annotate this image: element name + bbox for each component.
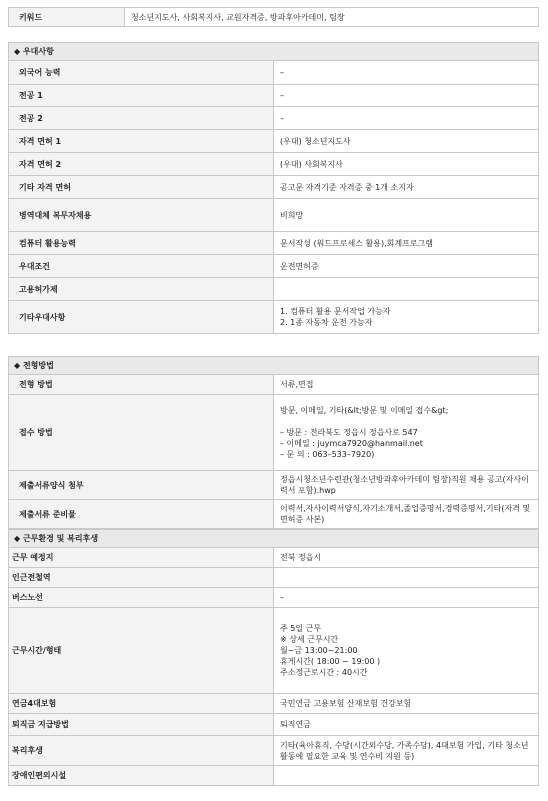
row-value bbox=[274, 766, 539, 786]
table-row bbox=[9, 8, 539, 27]
table-row bbox=[9, 107, 539, 130]
row-label: 전형 방법 bbox=[9, 375, 274, 395]
row-label: 고용허가제 bbox=[9, 278, 274, 301]
row-label: 제출서류 준비물 bbox=[9, 500, 274, 529]
row-value: 비희망 bbox=[274, 199, 539, 232]
row-label: 우대조건 bbox=[9, 255, 274, 278]
row-value: 방문, 이메일, 기타(&lt;방문 및 이메일 접수&gt; – 방문 : 전라북도 정읍시 정읍사로 547 – 이메일 : juymca7920@hanmail.net – 문 의 : 063–533–7920) bbox=[274, 395, 539, 471]
selection-table bbox=[8, 356, 539, 529]
preferences-table bbox=[8, 42, 539, 334]
row-value: 주 5일 근무 ※ 상세 근무시간 월~금 13:00~21:00 휴게시간( 18:00 ~ 19:00 ) 주소정근로시간 : 40시간 bbox=[274, 608, 539, 694]
row-label: 전공 2 bbox=[9, 107, 274, 130]
row-label: 복리후생 bbox=[9, 736, 274, 766]
row-value: 이력서,자사이력서양식,자기소개서,졸업증명서,경력증명서,기타(자격 및 면허증 사본) bbox=[274, 500, 539, 529]
row-value: 공고문 자격기준 자격증 중 1개 소지자 bbox=[274, 176, 539, 199]
row-value: (우대) 청소년지도사 bbox=[274, 130, 539, 153]
table-row bbox=[9, 694, 539, 714]
row-label: 근무시간/형태 bbox=[9, 608, 274, 694]
row-label: 장애인편의시설 bbox=[9, 766, 274, 786]
row-label: 연금4대보험 bbox=[9, 694, 274, 714]
keyword-value: 청소년지도사, 사회복지사, 교원자격증, 방과후아카데미, 팀장 bbox=[125, 8, 539, 27]
table-row bbox=[9, 736, 539, 766]
table-row bbox=[9, 153, 539, 176]
work-environment-table bbox=[8, 529, 539, 786]
table-row bbox=[9, 199, 539, 232]
row-value: (우대) 사회복지사 bbox=[274, 153, 539, 176]
table-row bbox=[9, 130, 539, 153]
table-row bbox=[9, 375, 539, 395]
table-row bbox=[9, 588, 539, 608]
row-value: – bbox=[274, 85, 539, 107]
row-label: 자격 면허 1 bbox=[9, 130, 274, 153]
table-row bbox=[9, 714, 539, 736]
table-row bbox=[9, 766, 539, 786]
row-label: 외국어 능력 bbox=[9, 61, 274, 85]
table-row bbox=[9, 471, 539, 500]
row-label: 인근전철역 bbox=[9, 568, 274, 588]
table-row bbox=[9, 608, 539, 694]
row-value bbox=[274, 568, 539, 588]
row-value bbox=[274, 278, 539, 301]
table-row bbox=[9, 255, 539, 278]
table-row bbox=[9, 85, 539, 107]
row-value: 1. 컴퓨터 활용 문서작업 가능자 2. 1종 자동차 운전 가능자 bbox=[274, 301, 539, 334]
table-row bbox=[9, 395, 539, 471]
row-value: 기타(육아휴직, 수당(시간외수당, 가족수당), 4대보험 가입, 기타 청소년 활동에 필요한 교육 및 연수비 지원 등) bbox=[274, 736, 539, 766]
row-value: 운전면허증 bbox=[274, 255, 539, 278]
row-value: 퇴직연금 bbox=[274, 714, 539, 736]
keyword-table bbox=[8, 7, 539, 27]
row-value: – bbox=[274, 61, 539, 85]
row-label: 기타 자격 면허 bbox=[9, 176, 274, 199]
row-label: 전공 1 bbox=[9, 85, 274, 107]
row-label: 접수 방법 bbox=[9, 395, 274, 471]
keyword-label: 키워드 bbox=[9, 8, 125, 27]
row-value: – bbox=[274, 107, 539, 130]
row-value: – bbox=[274, 588, 539, 608]
table-row bbox=[9, 548, 539, 568]
table-row bbox=[9, 568, 539, 588]
table-row bbox=[9, 500, 539, 529]
table-row bbox=[9, 176, 539, 199]
table-row bbox=[9, 61, 539, 85]
row-value: 전북 정읍시 bbox=[274, 548, 539, 568]
row-value: 서류,면접 bbox=[274, 375, 539, 395]
section-title-selection: ◆ 전형방법 bbox=[9, 357, 539, 375]
row-value: 문서작성 (워드프로세스 활용),회계프로그램 bbox=[274, 232, 539, 255]
row-label: 근무 예정지 bbox=[9, 548, 274, 568]
section-title-preferences: ◆ 우대사항 bbox=[9, 43, 539, 61]
section-title-work: ◆ 근무환경 및 복리후생 bbox=[9, 530, 539, 548]
row-label: 제출서류양식 첨부 bbox=[9, 471, 274, 500]
row-value: 국민연금 고용보험 산재보험 건강보험 bbox=[274, 694, 539, 714]
row-label: 기타우대사항 bbox=[9, 301, 274, 334]
row-label: 컴퓨터 활용능력 bbox=[9, 232, 274, 255]
row-label: 병역대체 복무자채용 bbox=[9, 199, 274, 232]
row-label: 퇴직금 지급방법 bbox=[9, 714, 274, 736]
attachment-link[interactable]: 정읍시청소년수련관(청소년방과후아카데미 팀장)직원 채용 공고(자사이력서 포함).hwp bbox=[274, 471, 539, 500]
table-row bbox=[9, 278, 539, 301]
table-row bbox=[9, 301, 539, 334]
row-label: 자격 면허 2 bbox=[9, 153, 274, 176]
row-label: 버스노선 bbox=[9, 588, 274, 608]
table-row bbox=[9, 232, 539, 255]
